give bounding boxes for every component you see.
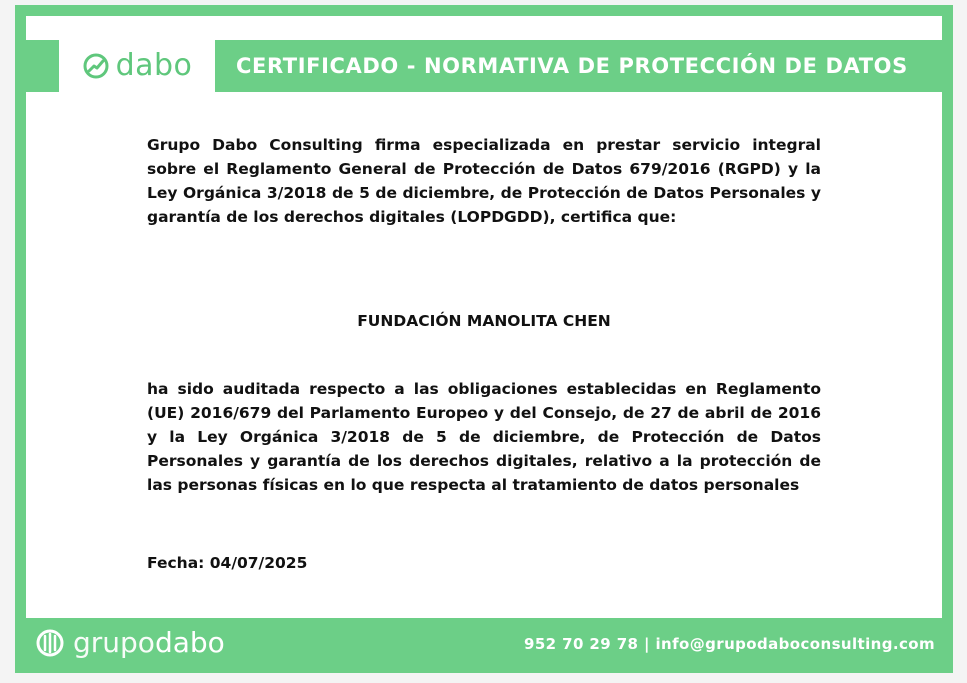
certificate-body: [147, 133, 821, 572]
logo-text: dabo: [115, 48, 193, 83]
grupodabo-logo: [35, 628, 225, 658]
certificate-page: [26, 16, 942, 618]
certificate-title: CERTIFICADO - NORMATIVA DE PROTECCIÓN DE DATOS: [236, 54, 908, 78]
footer-logo-prefix: grupo: [73, 626, 155, 659]
footer: [15, 618, 953, 673]
header-band: [26, 40, 942, 92]
certificate-date: Fecha: 04/07/2025: [147, 554, 308, 572]
dabo-logo-icon: [82, 52, 110, 80]
dabo-logo: [59, 40, 215, 92]
company-name: FUNDACIÓN MANOLITA CHEN: [357, 312, 611, 330]
intro-paragraph: Grupo Dabo Consulting firma especializada en prestar servicio integral sobre el Reglamento General de Protección de Datos 679/2016 (RGPD) y la Ley Orgánica 3/2018 de 5 de diciembre, de Protección de Datos Personales y garantía de los derechos digitales (LOPDGDD), certifica que:: [147, 136, 821, 226]
statement-paragraph: ha sido auditada respecto a las obligaciones establecidas en Reglamento (UE) 2016/679 del Parlamento Europeo y del Consejo, de 27 de abril de 2016 y la Ley Orgánica 3/2018 de 5 de diciembre, de Protección de Datos Personales y garantía de los derechos digitales, relativo a la protección de las personas físicas en lo que respecta al tratamiento de datos personales: [147, 380, 821, 494]
footer-contact: 952 70 29 78 | info@grupodaboconsulting.com: [523, 635, 935, 653]
certificate-frame: [15, 5, 953, 673]
grupodabo-logo-icon: [35, 628, 65, 658]
footer-logo-suffix: dabo: [154, 626, 225, 659]
